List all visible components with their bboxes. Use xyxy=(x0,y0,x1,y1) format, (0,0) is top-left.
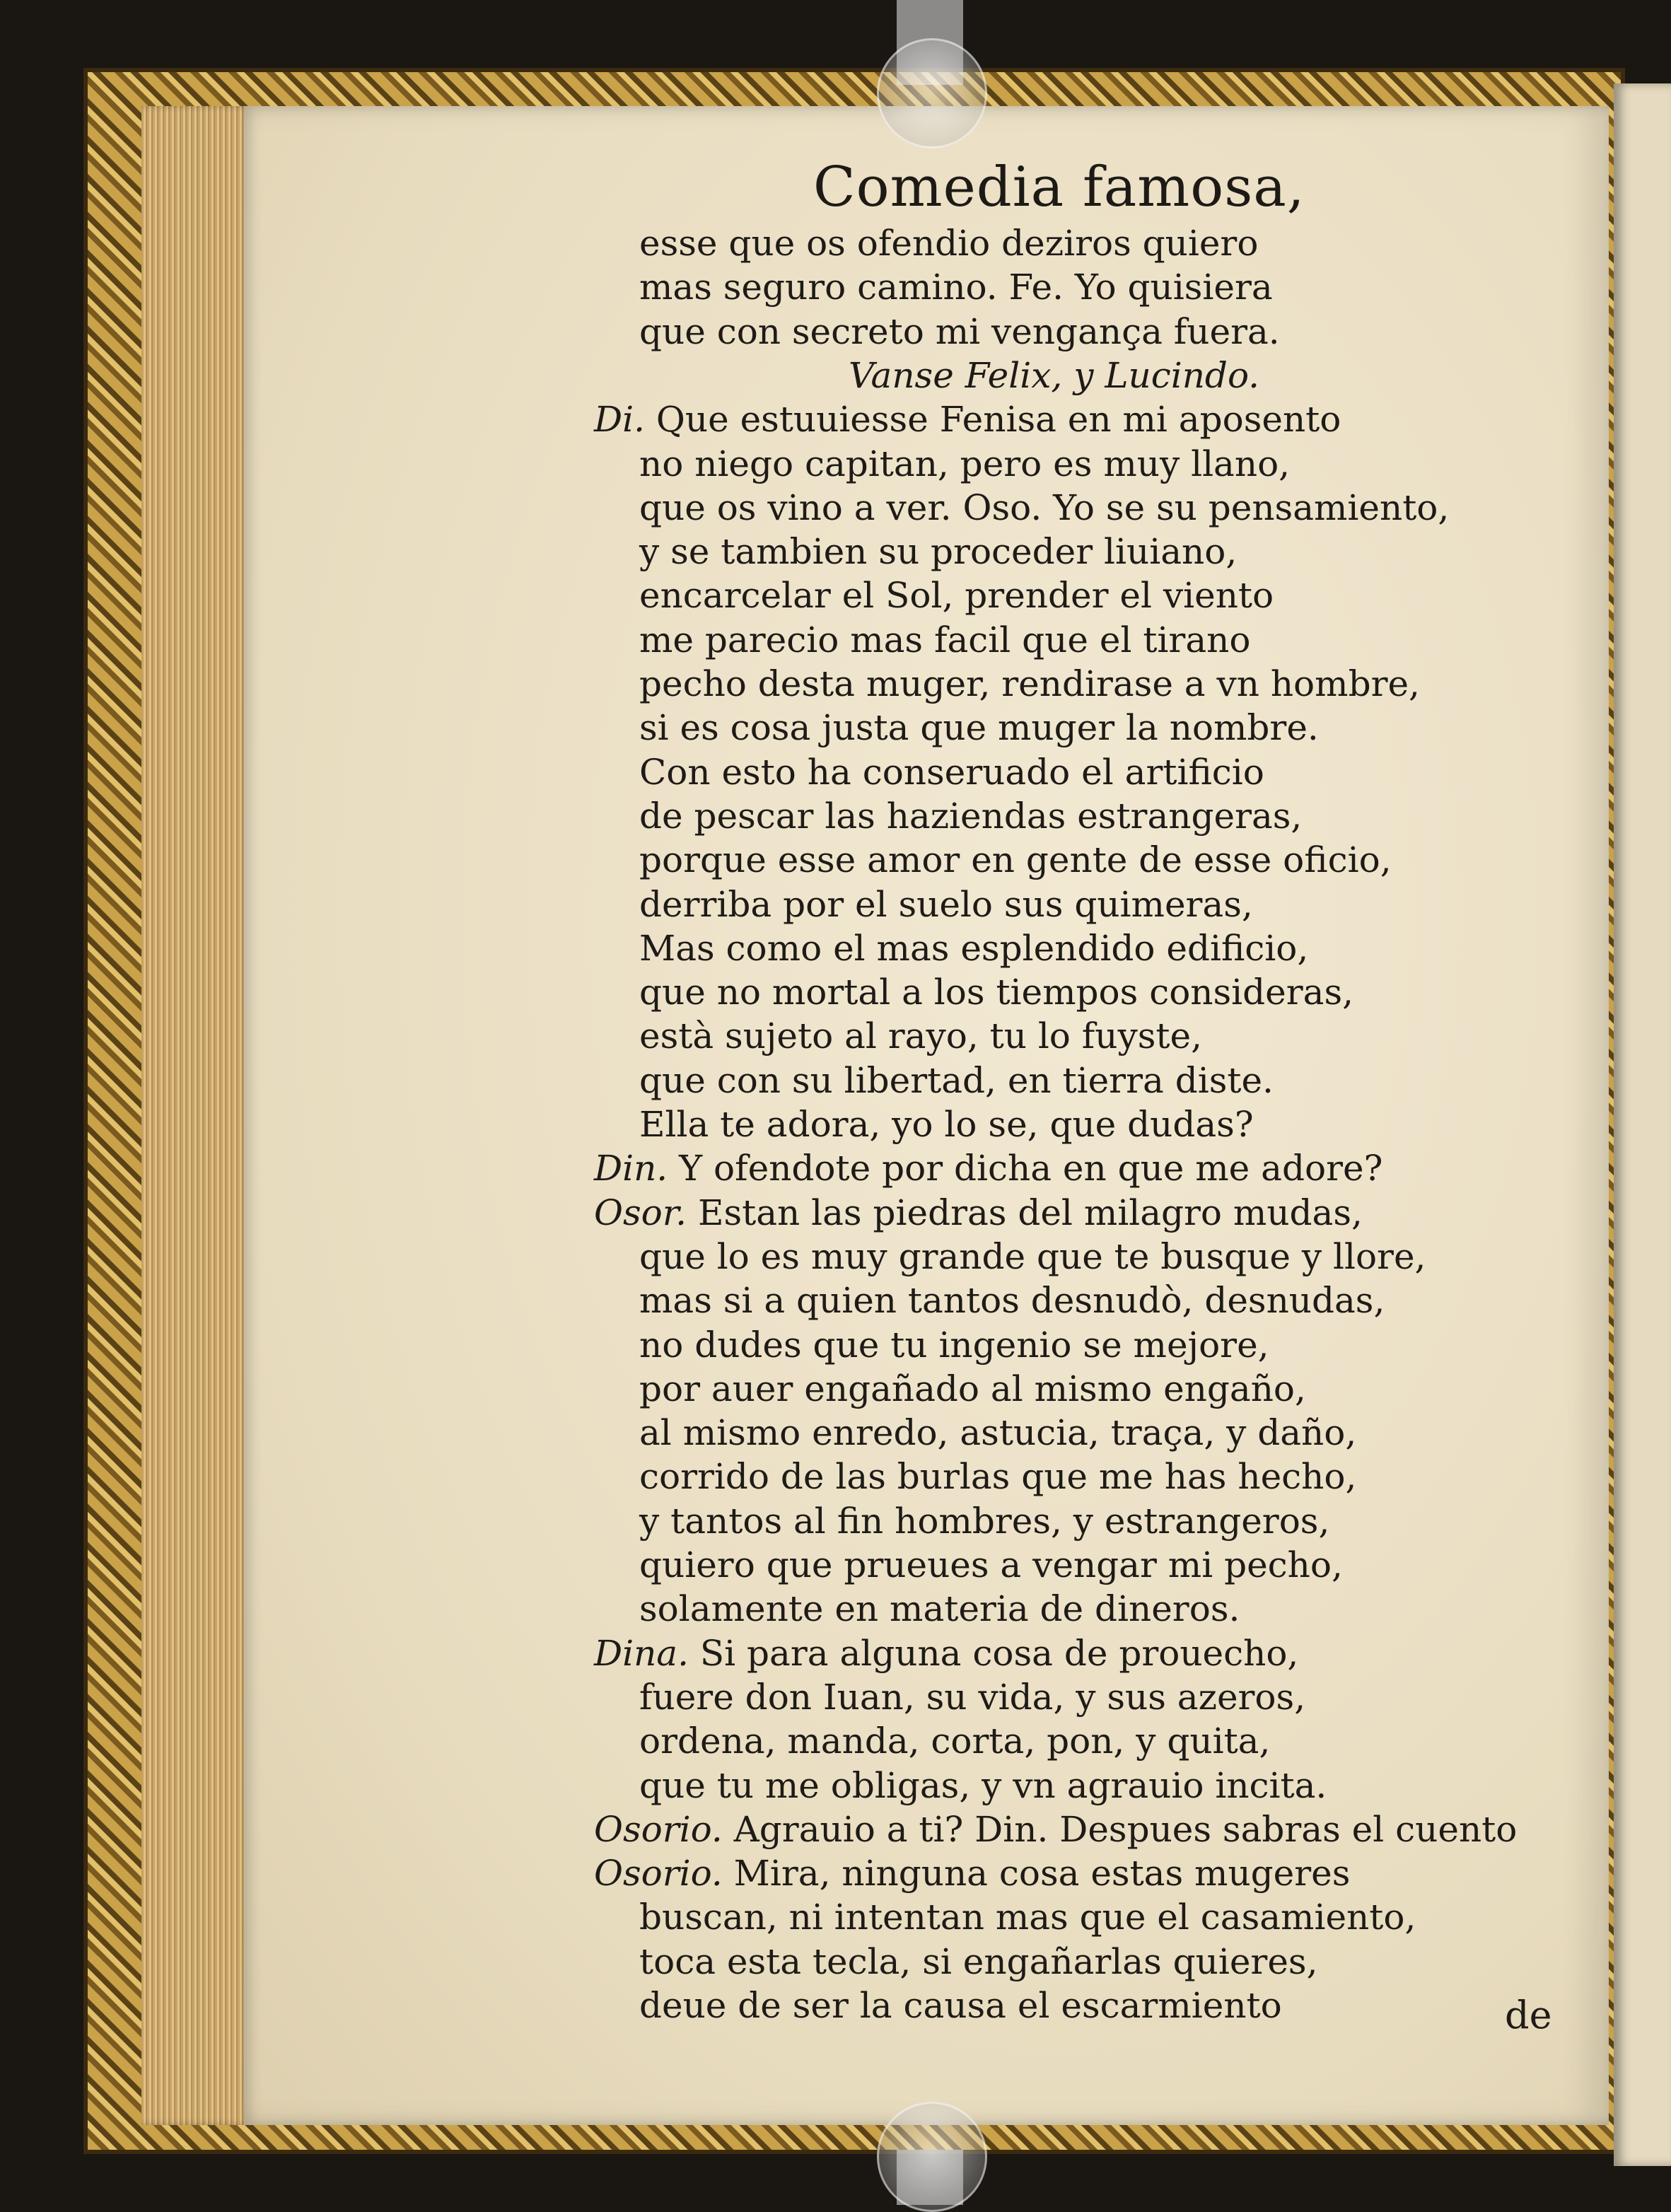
line-text: toca esta tecla, si engañarlas quieres, xyxy=(639,1940,1318,1982)
speaker-name: Osorio. xyxy=(594,1808,723,1850)
verse-line xyxy=(639,1542,1343,1588)
line-text: Vanse Felix, y Lucindo. xyxy=(849,354,1260,396)
line-text: esse que os ofendio deziros quiero xyxy=(639,223,1259,264)
line-text: y tantos al fin hombres, y estrangeros, xyxy=(639,1500,1330,1542)
line-text: corrido de las burlas que me has hecho, xyxy=(639,1456,1357,1498)
line-text: quiero que prueues a vengar mi pecho, xyxy=(639,1544,1343,1585)
line-text: al mismo enredo, astucia, traça, y daño, xyxy=(639,1412,1357,1454)
verse-line xyxy=(639,1894,1416,1940)
line-text: que no mortal a los tiempos consideras, xyxy=(639,972,1354,1013)
verse-line xyxy=(639,1410,1356,1455)
speaker-name: Osor. xyxy=(594,1192,687,1233)
verse-line xyxy=(639,1718,1270,1764)
verse-line xyxy=(639,617,1250,663)
verse-line xyxy=(639,1763,1327,1808)
speaker-name: Din. xyxy=(594,1148,668,1189)
verse-line xyxy=(639,1983,1282,2028)
line-text: Agrauio a ti? Din. Despues sabras el cuento xyxy=(733,1808,1518,1850)
verse-line xyxy=(639,1234,1426,1279)
line-text: Con esto ha conseruado el artificio xyxy=(639,751,1264,793)
verse-line xyxy=(639,750,1264,795)
verse-line xyxy=(639,1322,1269,1368)
line-text: Si para alguna cosa de prouecho, xyxy=(699,1632,1299,1674)
verse-line xyxy=(639,1454,1356,1499)
stage-direction xyxy=(849,353,1259,398)
line-text: derriba por el suelo sus quimeras, xyxy=(639,883,1253,925)
verse-line xyxy=(639,1675,1305,1720)
running-head: Comedia famosa, xyxy=(813,156,1305,219)
line-text: que con secreto mi vengança fuera. xyxy=(639,310,1280,352)
line-text: y se tambien su proceder liuiano, xyxy=(639,531,1238,573)
line-text: que os vino a ver. Oso. Yo se su pensamiento, xyxy=(639,487,1450,528)
line-text: Ella te adora, yo lo se, que dudas? xyxy=(639,1104,1254,1145)
verse-line xyxy=(639,926,1308,971)
verse-line xyxy=(639,1939,1317,1984)
line-text: encarcelar el Sol, prender el viento xyxy=(639,575,1274,617)
verse-line xyxy=(639,1013,1202,1059)
verse-line xyxy=(639,264,1273,310)
verse-line xyxy=(639,1278,1385,1323)
page-edges xyxy=(141,106,251,2125)
verse-line xyxy=(639,1366,1306,1411)
line-text: me parecio mas facil que el tirano xyxy=(639,619,1251,660)
verse-line xyxy=(639,1058,1274,1103)
line-text: ordena, manda, corta, pon, y quita, xyxy=(639,1721,1271,1762)
line-text: buscan, ni intentan mas que el casamiento, xyxy=(639,1897,1416,1938)
line-text: si es cosa justa que muger la nombre. xyxy=(639,707,1319,749)
speech-line xyxy=(594,397,1341,442)
verse-line xyxy=(639,1498,1329,1544)
line-text: Y ofendote por dicha en que me adore? xyxy=(679,1148,1383,1189)
speech-line xyxy=(594,1631,1298,1676)
verse-line xyxy=(639,1586,1240,1631)
line-text: deue de ser la causa el escarmiento xyxy=(639,1985,1282,2026)
line-text: Mira, ninguna cosa estas mugeres xyxy=(733,1853,1351,1894)
top-page-clip xyxy=(877,38,987,149)
verse-line xyxy=(639,661,1420,706)
speaker-name: Osorio. xyxy=(594,1853,723,1894)
speech-line xyxy=(594,1851,1350,1896)
verse-line xyxy=(639,441,1290,487)
line-text: por auer engañado al mismo engaño, xyxy=(639,1368,1306,1409)
line-text: de pescar las haziendas estrangeras, xyxy=(639,795,1303,837)
verse-line xyxy=(639,529,1237,574)
verse-line xyxy=(639,837,1392,883)
line-text: Que estuuiesse Fenisa en mi aposento xyxy=(656,399,1341,441)
line-text: fuere don Iuan, su vida, y sus azeros, xyxy=(639,1676,1306,1718)
bottom-page-clip xyxy=(877,2102,987,2212)
speech-line xyxy=(594,1146,1382,1191)
catchword: de xyxy=(1505,1993,1552,2037)
facing-page-edge xyxy=(1614,83,1671,2166)
line-text: no dudes que tu ingenio se mejore, xyxy=(639,1324,1269,1366)
line-text: no niego capitan, pero es muy llano, xyxy=(639,443,1291,484)
line-text: que lo es muy grande que te busque y llore, xyxy=(639,1235,1426,1277)
line-text: Estan las piedras del milagro mudas, xyxy=(697,1192,1363,1233)
verse-line xyxy=(639,793,1302,839)
line-text: mas seguro camino. Fe. Yo quisiera xyxy=(639,267,1273,308)
line-text: que tu me obligas, y vn agrauio incita. xyxy=(639,1764,1327,1806)
verse-line xyxy=(639,705,1319,750)
line-text: està sujeto al rayo, tu lo fuyste, xyxy=(639,1015,1202,1057)
verse-line xyxy=(639,309,1280,354)
line-text: mas si a quien tantos desnudò, desnudas, xyxy=(639,1280,1385,1322)
speech-line xyxy=(594,1807,1517,1852)
verse-line xyxy=(639,1102,1254,1147)
line-text: porque esse amor en gente de esse oficio, xyxy=(639,839,1392,881)
line-text: solamente en materia de dineros. xyxy=(639,1588,1240,1630)
verse-line xyxy=(639,882,1253,927)
speaker-name: Dina. xyxy=(594,1632,689,1674)
verse-line xyxy=(639,485,1449,530)
verse-line xyxy=(639,573,1274,618)
line-text: Mas como el mas esplendido edificio, xyxy=(639,927,1309,969)
speech-line xyxy=(594,1190,1363,1235)
line-text: pecho desta muger, rendirase a vn hombre, xyxy=(639,663,1420,704)
verse-line xyxy=(639,970,1353,1015)
speaker-name: Di. xyxy=(594,399,645,441)
line-text: que con su libertad, en tierra diste. xyxy=(639,1059,1274,1101)
verse-line xyxy=(639,221,1258,266)
